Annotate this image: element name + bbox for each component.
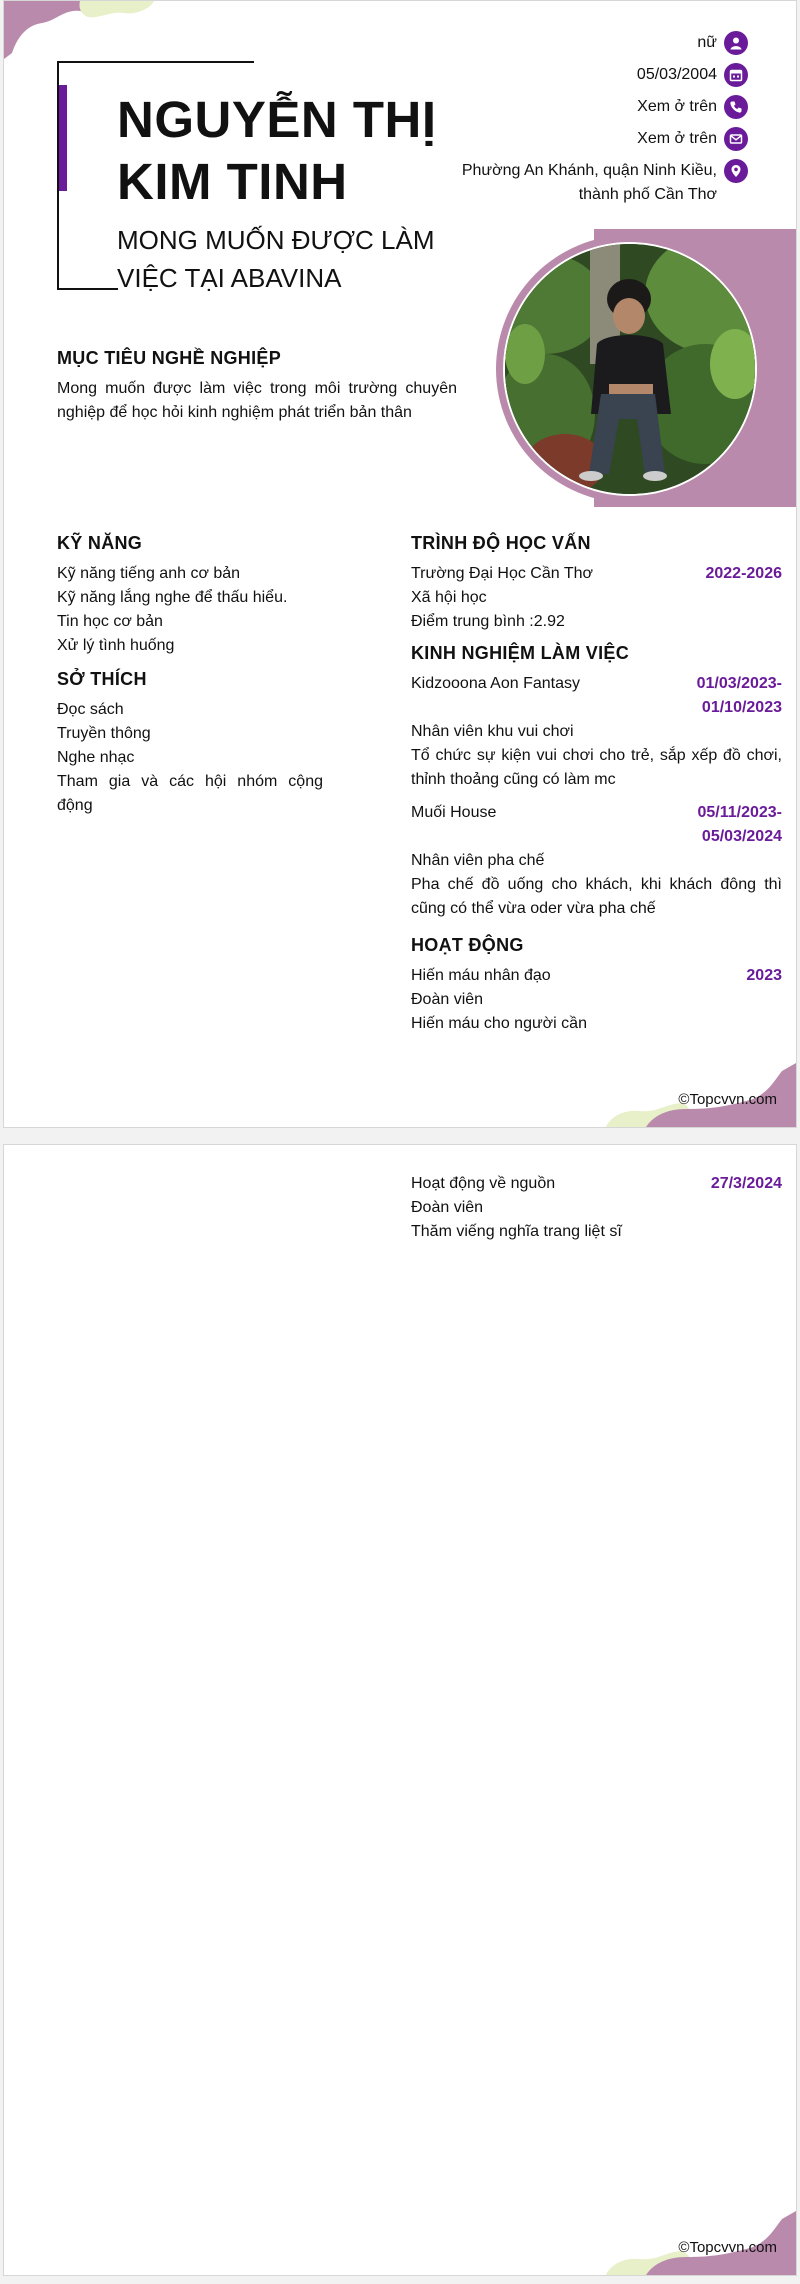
activities-title: HOẠT ĐỘNG [411,935,524,955]
education-title: TRÌNH ĐỘ HỌC VẤN [411,533,591,553]
job-position: Nhân viên pha chế [411,852,545,869]
person-icon [724,31,748,55]
contact-list [418,31,748,215]
hobbies-section [57,669,323,818]
job-entry [411,672,782,792]
cv-page-1 [3,0,797,1128]
hobby-item: Truyền thông [57,725,151,742]
contact-address [418,159,748,207]
contact-phone-text[interactable]: Xem ở trên [637,98,717,115]
education-gpa: Điểm trung bình :2.92 [411,613,565,630]
activity-role: Đoàn viên [411,1199,484,1216]
activity-name: Hiến máu nhân đạo [411,967,551,984]
footer-watermark: ©Topcvvn.com [678,1091,777,1108]
contact-address-text: Phường An Khánh, quận Ninh Kiều, thành phố Cần Thơ [461,162,717,203]
education-school: Trường Đại Học Cần Thơ [411,565,593,582]
activities-section [411,935,782,1036]
contact-phone [418,95,748,119]
hobby-item: Nghe nhạc [57,749,135,766]
job-description: Pha chế đồ uống cho khách, khi khách đông thì cũng có thể vừa oder vừa pha chế [411,876,782,917]
activity-year: 2023 [746,967,782,984]
education-major: Xã hội học [411,589,487,606]
career-objective-title: MỤC TIÊU NGHỀ NGHIỆP [57,348,282,368]
activity-name: Hoạt động về nguồn [411,1175,556,1192]
activities-continued-section [411,1172,782,1244]
footer-watermark: ©Topcvvn.com [678,2239,777,2256]
contact-gender-text: nữ [697,34,717,51]
mail-icon [724,127,748,151]
activity-role: Đoàn viên [411,991,484,1008]
contact-birthdate-text: 05/03/2004 [636,66,717,83]
top-left-decoration [4,1,154,61]
job-entry [411,801,782,921]
name-frame-bottom [59,288,118,290]
skills-section [57,533,323,658]
accent-bar [59,85,67,191]
skill-item: Tin học cơ bản [57,613,163,630]
skill-item: Xử lý tình huống [57,637,175,654]
career-objective-section [57,348,457,425]
activity-year: 27/3/2024 [710,1175,782,1192]
education-section [411,533,782,634]
job-headline: MONG MUỐN ĐƯỢC LÀM VIỆC TẠI ABAVINA [117,225,435,293]
activity-description: Hiến máu cho người cần [411,1015,587,1032]
education-period: 2022-2026 [705,565,782,582]
activity-description: Thăm viếng nghĩa trang liệt sĩ [411,1223,622,1240]
job-company: Kidzooona Aon Fantasy [411,675,581,692]
hobby-item: Tham gia và các hội nhóm cộng động [57,773,323,814]
phone-icon [724,95,748,119]
experience-section [411,643,782,930]
job-dates: 01/03/2023-01/10/2023 [696,675,782,716]
hobby-item: Đọc sách [57,701,124,718]
job-position: Nhân viên khu vui chơi [411,723,574,740]
career-objective-text: Mong muốn được làm việc trong môi trường chuyên nghiệp để học hỏi kinh nghiệm phát triển bản thân [57,380,457,421]
contact-email [418,127,748,151]
contact-email-text[interactable]: Xem ở trên [637,130,717,147]
experience-title: KINH NGHIỆM LÀM VIỆC [411,643,630,663]
contact-birthdate [418,63,748,87]
hobbies-title: SỞ THÍCH [57,669,147,689]
job-description: Tổ chức sự kiện vui chơi cho trẻ, sắp xếp đồ chơi, thỉnh thoảng cũng có làm mc [411,747,782,788]
skill-item: Kỹ năng tiếng anh cơ bản [57,565,241,582]
location-pin-icon [724,159,748,183]
candidate-name: NGUYỄN THỊ KIM TINH [117,91,437,210]
profile-photo [503,242,757,496]
contact-gender [418,31,748,55]
job-company: Muối House [411,804,497,821]
skill-item: Kỹ năng lắng nghe để thấu hiểu. [57,589,288,606]
cv-page-2 [3,1144,797,2276]
skills-title: KỸ NĂNG [57,533,143,553]
job-dates: 05/11/2023-05/03/2024 [697,804,782,845]
calendar-icon [724,63,748,87]
